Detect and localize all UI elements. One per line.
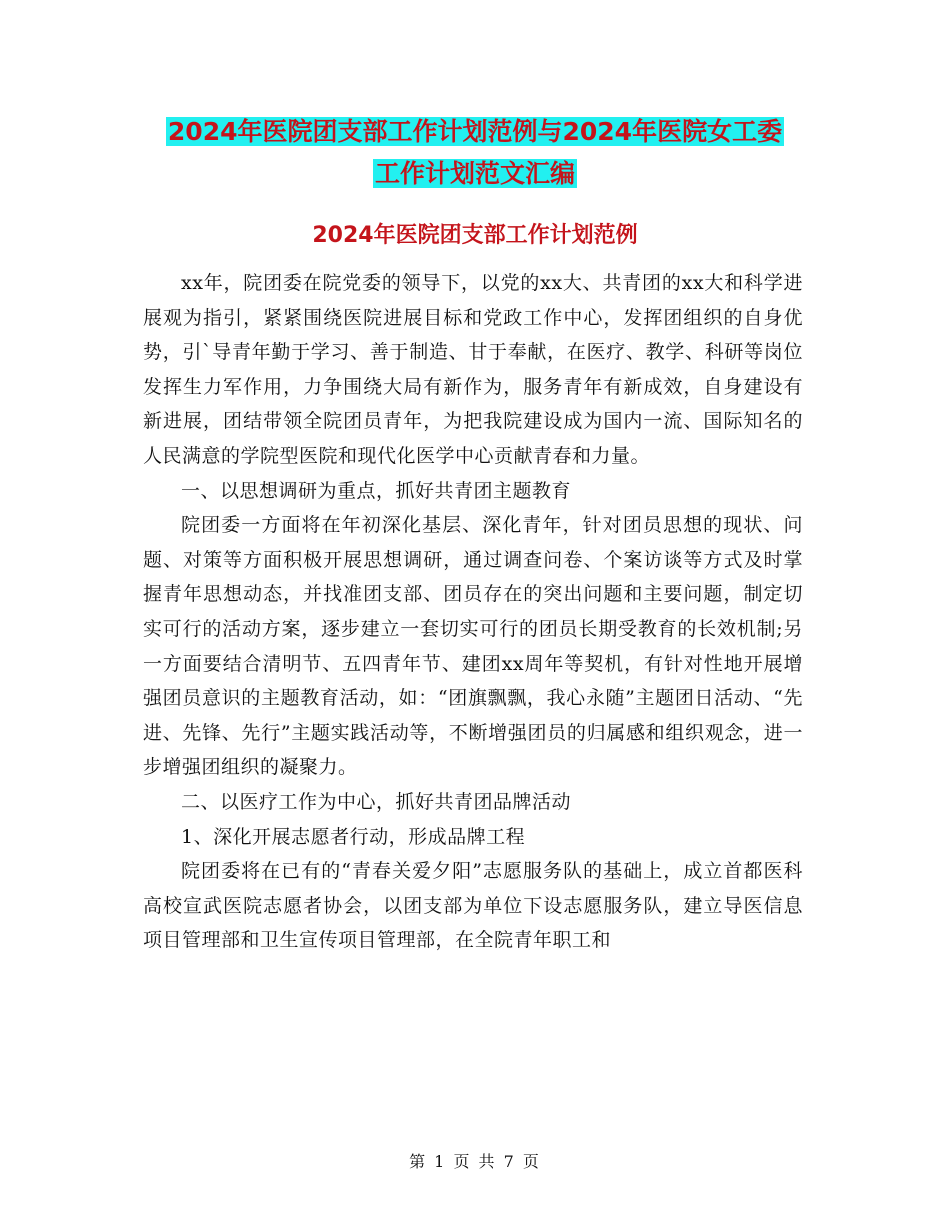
section-title: 2024年医院团支部工作计划范例	[312, 223, 638, 248]
document-title-line-2-text: 工作计划范文汇编	[374, 159, 575, 188]
paragraph-heading: 二、以医疗工作为中心，抓好共青团品牌活动	[181, 790, 572, 813]
page-footer: 第 1 页 共 7 页	[409, 1152, 541, 1171]
document-body	[143, 266, 803, 958]
document-title-line-1	[0, 112, 950, 152]
document-title-line-2	[0, 154, 950, 194]
paragraph-heading: 一、以思想调研为重点，抓好共青团主题教育	[181, 479, 572, 502]
paragraph: 院团委一方面将在年初深化基层、深化青年，针对团员思想的现状、问题、对策等方面积极开展思想调研，通过调查问卷、个案访谈等方式及时掌握青年思想动态，并找准团支部、团员存在的突出问题和主要问题，制定切实可行的活动方案，逐步建立一套切实可行的团员长期受教育的长效机制;另一方面要结合清明节、五四青年节、建团xx周年等契机，有针对性地开展增强团员意识的主题教育活动，如：“团旗飘飘，我心永随”主题团日活动、“先进、先锋、先行”主题实践活动等，不断增强团员的归属感和组织观念，进一步增强团组织的凝聚力。	[143, 514, 803, 779]
paragraph: xx年，院团委在院党委的领导下，以党的xx大、共青团的xx大和科学进展观为指引，紧紧围绕医院进展目标和党政工作中心，发挥团组织的自身优势，引`导青年勤于学习、善于制造、甘于奉献，在医疗、教学、科研等岗位发挥生力军作用，力争围绕大局有新作为，服务青年有新成效，自身建设有新进展，团结带领全院团员青年，为把我院建设成为国内一流、国际知名的人民满意的学院型医院和现代化医学中心贡献青春和力量。	[143, 272, 803, 467]
paragraph: 院团委将在已有的“青春关爱夕阳”志愿服务队的基础上，成立首都医科高校宣武医院志愿者协会，以团支部为单位下设志愿服务队，建立导医信息项目管理部和卫生宣传项目管理部，在全院青年职工和	[143, 860, 803, 952]
paragraph-subheading: 1、深化开展志愿者行动，形成品牌工程	[181, 825, 526, 848]
document-title-line-1-text: 2024年医院团支部工作计划范例与2024年医院女工委	[167, 117, 783, 146]
